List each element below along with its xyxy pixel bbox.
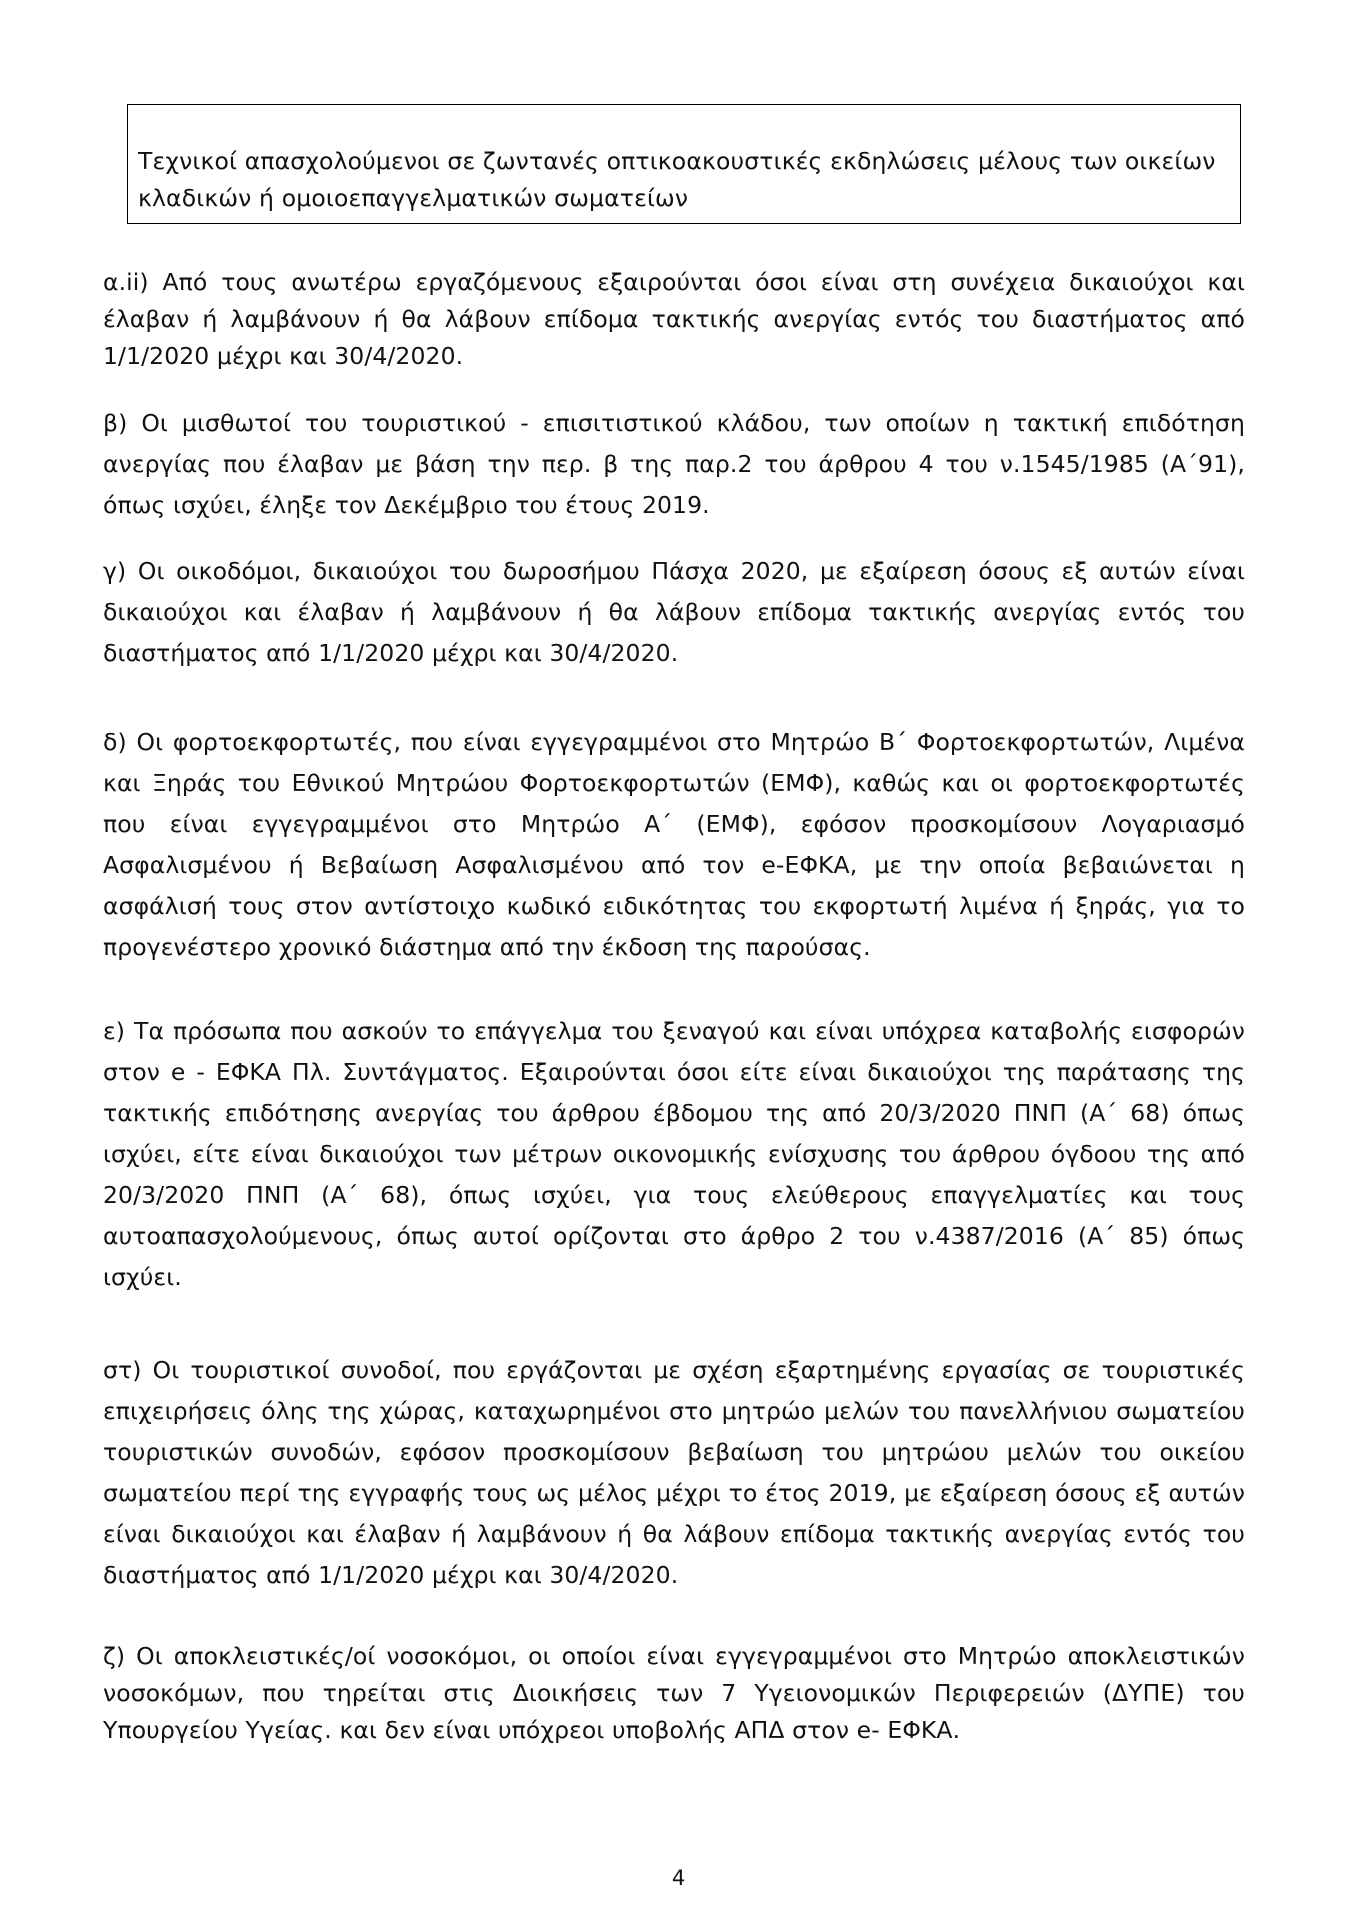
boxed-category-note: Τεχνικοί απασχολούμενοι σε ζωντανές οπτικοακουστικές εκδηλώσεις μέλους των οικείων κλαδικών ή ομοιοεπαγγελματικών σωματείων [127, 104, 1241, 224]
paragraph-d: δ) Οι φορτοεκφορτωτές, που είναι εγγεγραμμένοι στο Μητρώο Β΄ Φορτοεκφορτωτών, Λιμένα και Ξηράς του Εθνικού Μητρώου Φορτοεκφορτωτών (ΕΜΦ), καθώς και οι φορτοεκφορτωτές που είναι εγγεγραμμένοι στο Μητρώο Α΄ (ΕΜΦ), εφόσον προσκομίσουν Λογαριασμό Ασφαλισμένου ή Βεβαίωση Ασφαλισμένου από τον e-ΕΦΚΑ, με την οποία βεβαιώνεται η ασφάλισή τους στον αντίστοιχο κωδικό ειδικότητας του εκφορτωτή λιμένα ή ξηράς, για το προγενέστερο χρονικό διάστημα από την έκδοση της παρούσας. [103, 728, 1245, 961]
paragraph-a-ii: α.ii) Από τους ανωτέρω εργαζόμενους εξαιρούνται όσοι είναι στη συνέχεια δικαιούχοι και έλαβαν ή λαμβάνουν ή θα λάβουν επίδομα τακτικής ανεργίας εντός του διαστήματος από 1/1/2020 μέχρι και 30/4/2020. [103, 268, 1245, 370]
page-number: 4 [671, 1866, 686, 1890]
paragraph-st: στ) Οι τουριστικοί συνοδοί, που εργάζονται με σχέση εξαρτημένης εργασίας σε τουριστικές επιχειρήσεις όλης της χώρας, καταχωρημένοι στο μητρώο μελών του πανελλήνιου σωματείου τουριστικών συνοδών, εφόσον προσκομίσουν βεβαίωση του μητρώου μελών του οικείου σωματείου περί της εγγραφής τους ως μέλος μέχρι το έτος 2019, με εξαίρεση όσους εξ αυτών είναι δικαιούχοι και έλαβαν ή λαμβάνουν ή θα λάβουν επίδομα τακτικής ανεργίας εντός του διαστήματος από 1/1/2020 μέχρι και 30/4/2020. [103, 1356, 1245, 1589]
paragraph-z: ζ) Οι αποκλειστικές/οί νοσοκόμοι, οι οποίοι είναι εγγεγραμμένοι στο Μητρώο αποκλειστικών νοσοκόμων, που τηρείται στις Διοικήσεις των 7 Υγειονομικών Περιφερειών (ΔΥΠΕ) του Υπουργείου Υγείας. και δεν είναι υπόχρεοι υποβολής ΑΠΔ στον e- ΕΦΚΑ. [103, 1642, 1245, 1744]
paragraph-b: β) Οι μισθωτοί του τουριστικού - επισιτιστικού κλάδου, των οποίων η τακτική επιδότηση ανεργίας που έλαβαν με βάση την περ. β της παρ.2 του άρθρου 4 του ν.1545/1985 (Α΄91), όπως ισχύει, έληξε τον Δεκέμβριο του έτους 2019. [103, 409, 1245, 519]
paragraph-g: γ) Οι οικοδόμοι, δικαιούχοι του δωροσήμου Πάσχα 2020, με εξαίρεση όσους εξ αυτών είναι δικαιούχοι και έλαβαν ή λαμβάνουν ή θα λάβουν επίδομα τακτικής ανεργίας εντός του διαστήματος από 1/1/2020 μέχρι και 30/4/2020. [103, 557, 1245, 667]
paragraph-e: ε) Τα πρόσωπα που ασκούν το επάγγελμα του ξεναγού και είναι υπόχρεα καταβολής εισφορών στον e - ΕΦΚΑ Πλ. Συντάγματος. Εξαιρούνται όσοι είτε είναι δικαιούχοι της παράτασης της τακτικής επιδότησης ανεργίας του άρθρου έβδομου της από 20/3/2020 ΠΝΠ (Α΄ 68) όπως ισχύει, είτε είναι δικαιούχοι των μέτρων οικονομικής ενίσχυσης του άρθρου όγδοου της από 20/3/2020 ΠΝΠ (Α΄ 68), όπως ισχύει, για τους ελεύθερους επαγγελματίες και τους αυτοαπασχολούμενους, όπως αυτοί ορίζονται στο άρθρο 2 του ν.4387/2016 (Α΄ 85) όπως ισχύει. [103, 1017, 1245, 1291]
